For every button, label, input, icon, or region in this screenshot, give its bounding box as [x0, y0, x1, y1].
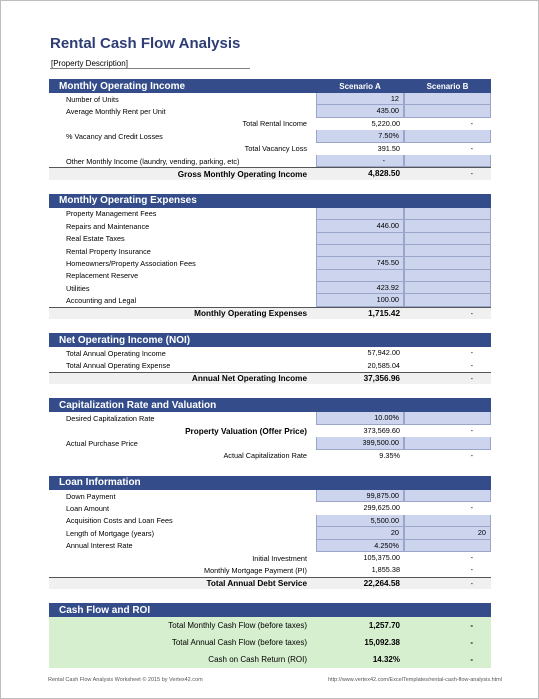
scenario-a-cell[interactable] [316, 245, 404, 257]
row-label: Total Annual Debt Service [206, 578, 307, 588]
footer-url[interactable]: http://www.vertex42.com/ExcelTemplates/rental-cash-flow-analysis.html [328, 677, 502, 683]
scenario-a-cell[interactable]: 12 [316, 93, 404, 105]
row-label: Rental Property Insurance [66, 246, 151, 256]
section-title: Net Operating Income (NOI) [59, 334, 191, 346]
roi-row [49, 651, 491, 668]
scenario-b-cell: - [470, 450, 473, 460]
row-label: Other Monthly Income (laundry, vending, parking, etc) [66, 156, 240, 166]
total-row [49, 577, 491, 589]
table-row [49, 105, 491, 117]
scenario-a-cell: 1,257.70 [368, 621, 400, 631]
row-label: Average Monthly Rent per Unit [66, 107, 166, 117]
row-label: Property Management Fees [66, 209, 157, 219]
scenario-b-cell[interactable] [404, 208, 491, 220]
table-row [49, 425, 491, 437]
scenario-b-cell[interactable] [404, 105, 491, 117]
section-header [49, 398, 491, 412]
scenario-a-cell[interactable]: 423.92 [316, 282, 404, 294]
scenario-b-cell: - [470, 565, 473, 575]
section-title: Loan Information [59, 477, 141, 489]
scenario-b-cell[interactable] [404, 540, 491, 552]
section-1 [49, 194, 491, 320]
row-label: Down Payment [66, 491, 116, 501]
table-row [49, 540, 491, 552]
section-header [49, 79, 491, 93]
row-label: Accounting and Legal [66, 296, 137, 306]
scenario-a-cell[interactable]: - [316, 155, 404, 167]
scenario-b-cell: - [470, 118, 473, 128]
row-label: Total Rental Income [242, 119, 307, 129]
scenario-a-cell: 1,855.38 [371, 565, 400, 575]
scenario-a-cell: 57,942.00 [367, 348, 400, 358]
table-row [49, 220, 491, 232]
scenario-b-cell[interactable] [404, 257, 491, 269]
section-4 [49, 476, 491, 589]
row-label: Total Annual Operating Income [66, 348, 166, 358]
table-row [49, 490, 491, 502]
scenario-a-cell[interactable]: 100.00 [316, 294, 404, 306]
scenario-a-cell: 5,220.00 [371, 118, 400, 128]
page-title: Rental Cash Flow Analysis [50, 35, 241, 52]
footer-copyright: Rental Cash Flow Analysis Worksheet © 2015 by Vertex42.com [48, 677, 203, 683]
total-row [49, 372, 491, 384]
table-row [49, 270, 491, 282]
table-row [49, 515, 491, 527]
scenario-a-header: Scenario A [339, 81, 381, 91]
table-row [49, 564, 491, 576]
scenario-b-header: Scenario B [426, 81, 469, 91]
row-label: Monthly Operating Expenses [194, 309, 307, 319]
scenario-a-cell: 22,264.58 [363, 578, 400, 588]
scenario-b-cell: - [470, 638, 473, 648]
scenario-a-cell: 20,585.04 [367, 360, 400, 370]
scenario-b-cell[interactable] [404, 130, 491, 142]
total-row [49, 167, 491, 179]
row-label: Annual Interest Rate [66, 541, 133, 551]
section-header [49, 333, 491, 347]
table-row [49, 412, 491, 424]
scenario-b-cell: - [470, 655, 473, 665]
row-label: Replacement Reserve [66, 271, 139, 281]
scenario-a-cell[interactable] [316, 208, 404, 220]
scenario-b-cell[interactable] [404, 490, 491, 502]
scenario-a-cell: 299,625.00 [363, 503, 400, 513]
roi-row [49, 617, 491, 634]
scenario-a-cell[interactable] [316, 270, 404, 282]
property-description-field[interactable]: [Property Description] [50, 58, 250, 69]
scenario-a-cell[interactable]: 435.00 [316, 105, 404, 117]
scenario-a-cell: 1,715.42 [368, 308, 400, 318]
section-2 [49, 333, 491, 384]
scenario-b-cell[interactable] [404, 220, 491, 232]
scenario-a-cell: 391.50 [377, 143, 400, 153]
section-title: Monthly Operating Income [59, 80, 186, 92]
row-label: Total Vacancy Loss [244, 144, 307, 154]
row-label: Property Valuation (Offer Price) [185, 426, 307, 436]
scenario-a-cell[interactable]: 399,500.00 [316, 437, 404, 449]
scenario-a-cell[interactable]: 5,500.00 [316, 515, 404, 527]
row-label: Actual Capitalization Rate [223, 451, 307, 461]
scenario-b-cell: - [470, 143, 473, 153]
scenario-b-cell: - [470, 308, 473, 318]
row-label: Monthly Mortgage Payment (PI) [203, 566, 307, 576]
row-label: Annual Net Operating Income [191, 374, 307, 384]
scenario-b-cell[interactable] [404, 437, 491, 449]
table-row [49, 143, 491, 155]
section-header [49, 194, 491, 208]
cash-flow-roi-section [49, 603, 491, 668]
scenario-a-cell[interactable] [316, 233, 404, 245]
scenario-a-cell: 373,569.60 [363, 425, 400, 435]
scenario-b-cell: - [470, 503, 473, 513]
scenario-b-cell: - [470, 360, 473, 370]
table-row [49, 93, 491, 105]
scenario-a-cell[interactable]: 20 [316, 527, 404, 539]
roi-row [49, 634, 491, 651]
scenario-b-cell: - [470, 374, 473, 384]
row-label: Actual Purchase Price [66, 438, 138, 448]
row-label: Desired Capitalization Rate [66, 414, 155, 424]
scenario-b-cell: - [470, 621, 473, 631]
scenario-b-cell[interactable] [404, 412, 491, 424]
scenario-b-cell[interactable] [404, 294, 491, 306]
scenario-b-cell[interactable] [404, 282, 491, 294]
table-row [49, 502, 491, 514]
table-row [49, 155, 491, 167]
table-row [49, 130, 491, 142]
scenario-a-cell[interactable]: 446.00 [316, 220, 404, 232]
section-title: Capitalization Rate and Valuation [59, 399, 217, 411]
scenario-a-cell: 4,828.50 [368, 169, 400, 179]
scenario-b-cell[interactable] [404, 270, 491, 282]
row-label: % Vacancy and Credit Losses [66, 131, 163, 141]
table-row [49, 450, 491, 462]
scenario-a-cell[interactable]: 10.00% [316, 412, 404, 424]
section-header [49, 603, 491, 617]
scenario-b-cell[interactable] [404, 155, 491, 167]
scenario-a-cell[interactable]: 7.50% [316, 130, 404, 142]
table-row [49, 360, 491, 372]
row-label: Homeowners/Property Association Fees [66, 258, 196, 268]
cash-flow-sheet [49, 79, 491, 682]
table-row [49, 294, 491, 306]
scenario-a-cell: 14.32% [372, 655, 400, 665]
scenario-a-cell[interactable]: 99,875.00 [316, 490, 404, 502]
section-header [49, 476, 491, 490]
scenario-a-cell: 15,092.38 [364, 638, 400, 648]
row-label: Utilities [66, 283, 90, 293]
scenario-b-cell[interactable]: 20 [404, 527, 491, 539]
row-label: Total Annual Cash Flow (before taxes) [171, 638, 307, 648]
row-label: Number of Units [66, 94, 119, 104]
row-label: Gross Monthly Operating Income [177, 169, 307, 179]
table-row [49, 347, 491, 359]
scenario-a-cell: 37,356.96 [363, 374, 400, 384]
scenario-a-cell: 105,375.00 [363, 552, 400, 562]
scenario-a-cell[interactable]: 745.50 [316, 257, 404, 269]
scenario-a-cell: 9.35% [379, 450, 400, 460]
row-label: Repairs and Maintenance [66, 221, 150, 231]
row-label: Cash on Cash Return (ROI) [208, 655, 307, 665]
table-row [49, 282, 491, 294]
scenario-b-cell: - [470, 425, 473, 435]
scenario-b-cell: - [470, 552, 473, 562]
table-row [49, 257, 491, 269]
scenario-b-cell[interactable] [404, 233, 491, 245]
row-label: Acquisition Costs and Loan Fees [66, 516, 173, 526]
table-row [49, 437, 491, 449]
table-row [49, 552, 491, 564]
row-label: Initial Investment [252, 553, 307, 563]
scenario-b-cell: - [470, 169, 473, 179]
section-0 [49, 79, 491, 180]
section-title: Monthly Operating Expenses [59, 195, 197, 207]
total-row [49, 307, 491, 319]
row-label: Total Annual Operating Expense [66, 361, 171, 371]
scenario-b-cell: - [470, 348, 473, 358]
scenario-b-cell: - [470, 578, 473, 588]
section-title: Cash Flow and ROI [59, 604, 151, 616]
row-label: Real Estate Taxes [66, 234, 125, 244]
scenario-b-cell[interactable] [404, 515, 491, 527]
row-label: Length of Mortgage (years) [66, 528, 155, 538]
table-row [49, 118, 491, 130]
row-label: Loan Amount [66, 504, 110, 514]
scenario-a-cell[interactable]: 4.250% [316, 540, 404, 552]
scenario-b-cell[interactable] [404, 93, 491, 105]
table-row [49, 527, 491, 539]
table-row [49, 208, 491, 220]
row-label: Total Monthly Cash Flow (before taxes) [168, 621, 307, 631]
table-row [49, 245, 491, 257]
section-3 [49, 398, 491, 462]
scenario-b-cell[interactable] [404, 245, 491, 257]
table-row [49, 233, 491, 245]
